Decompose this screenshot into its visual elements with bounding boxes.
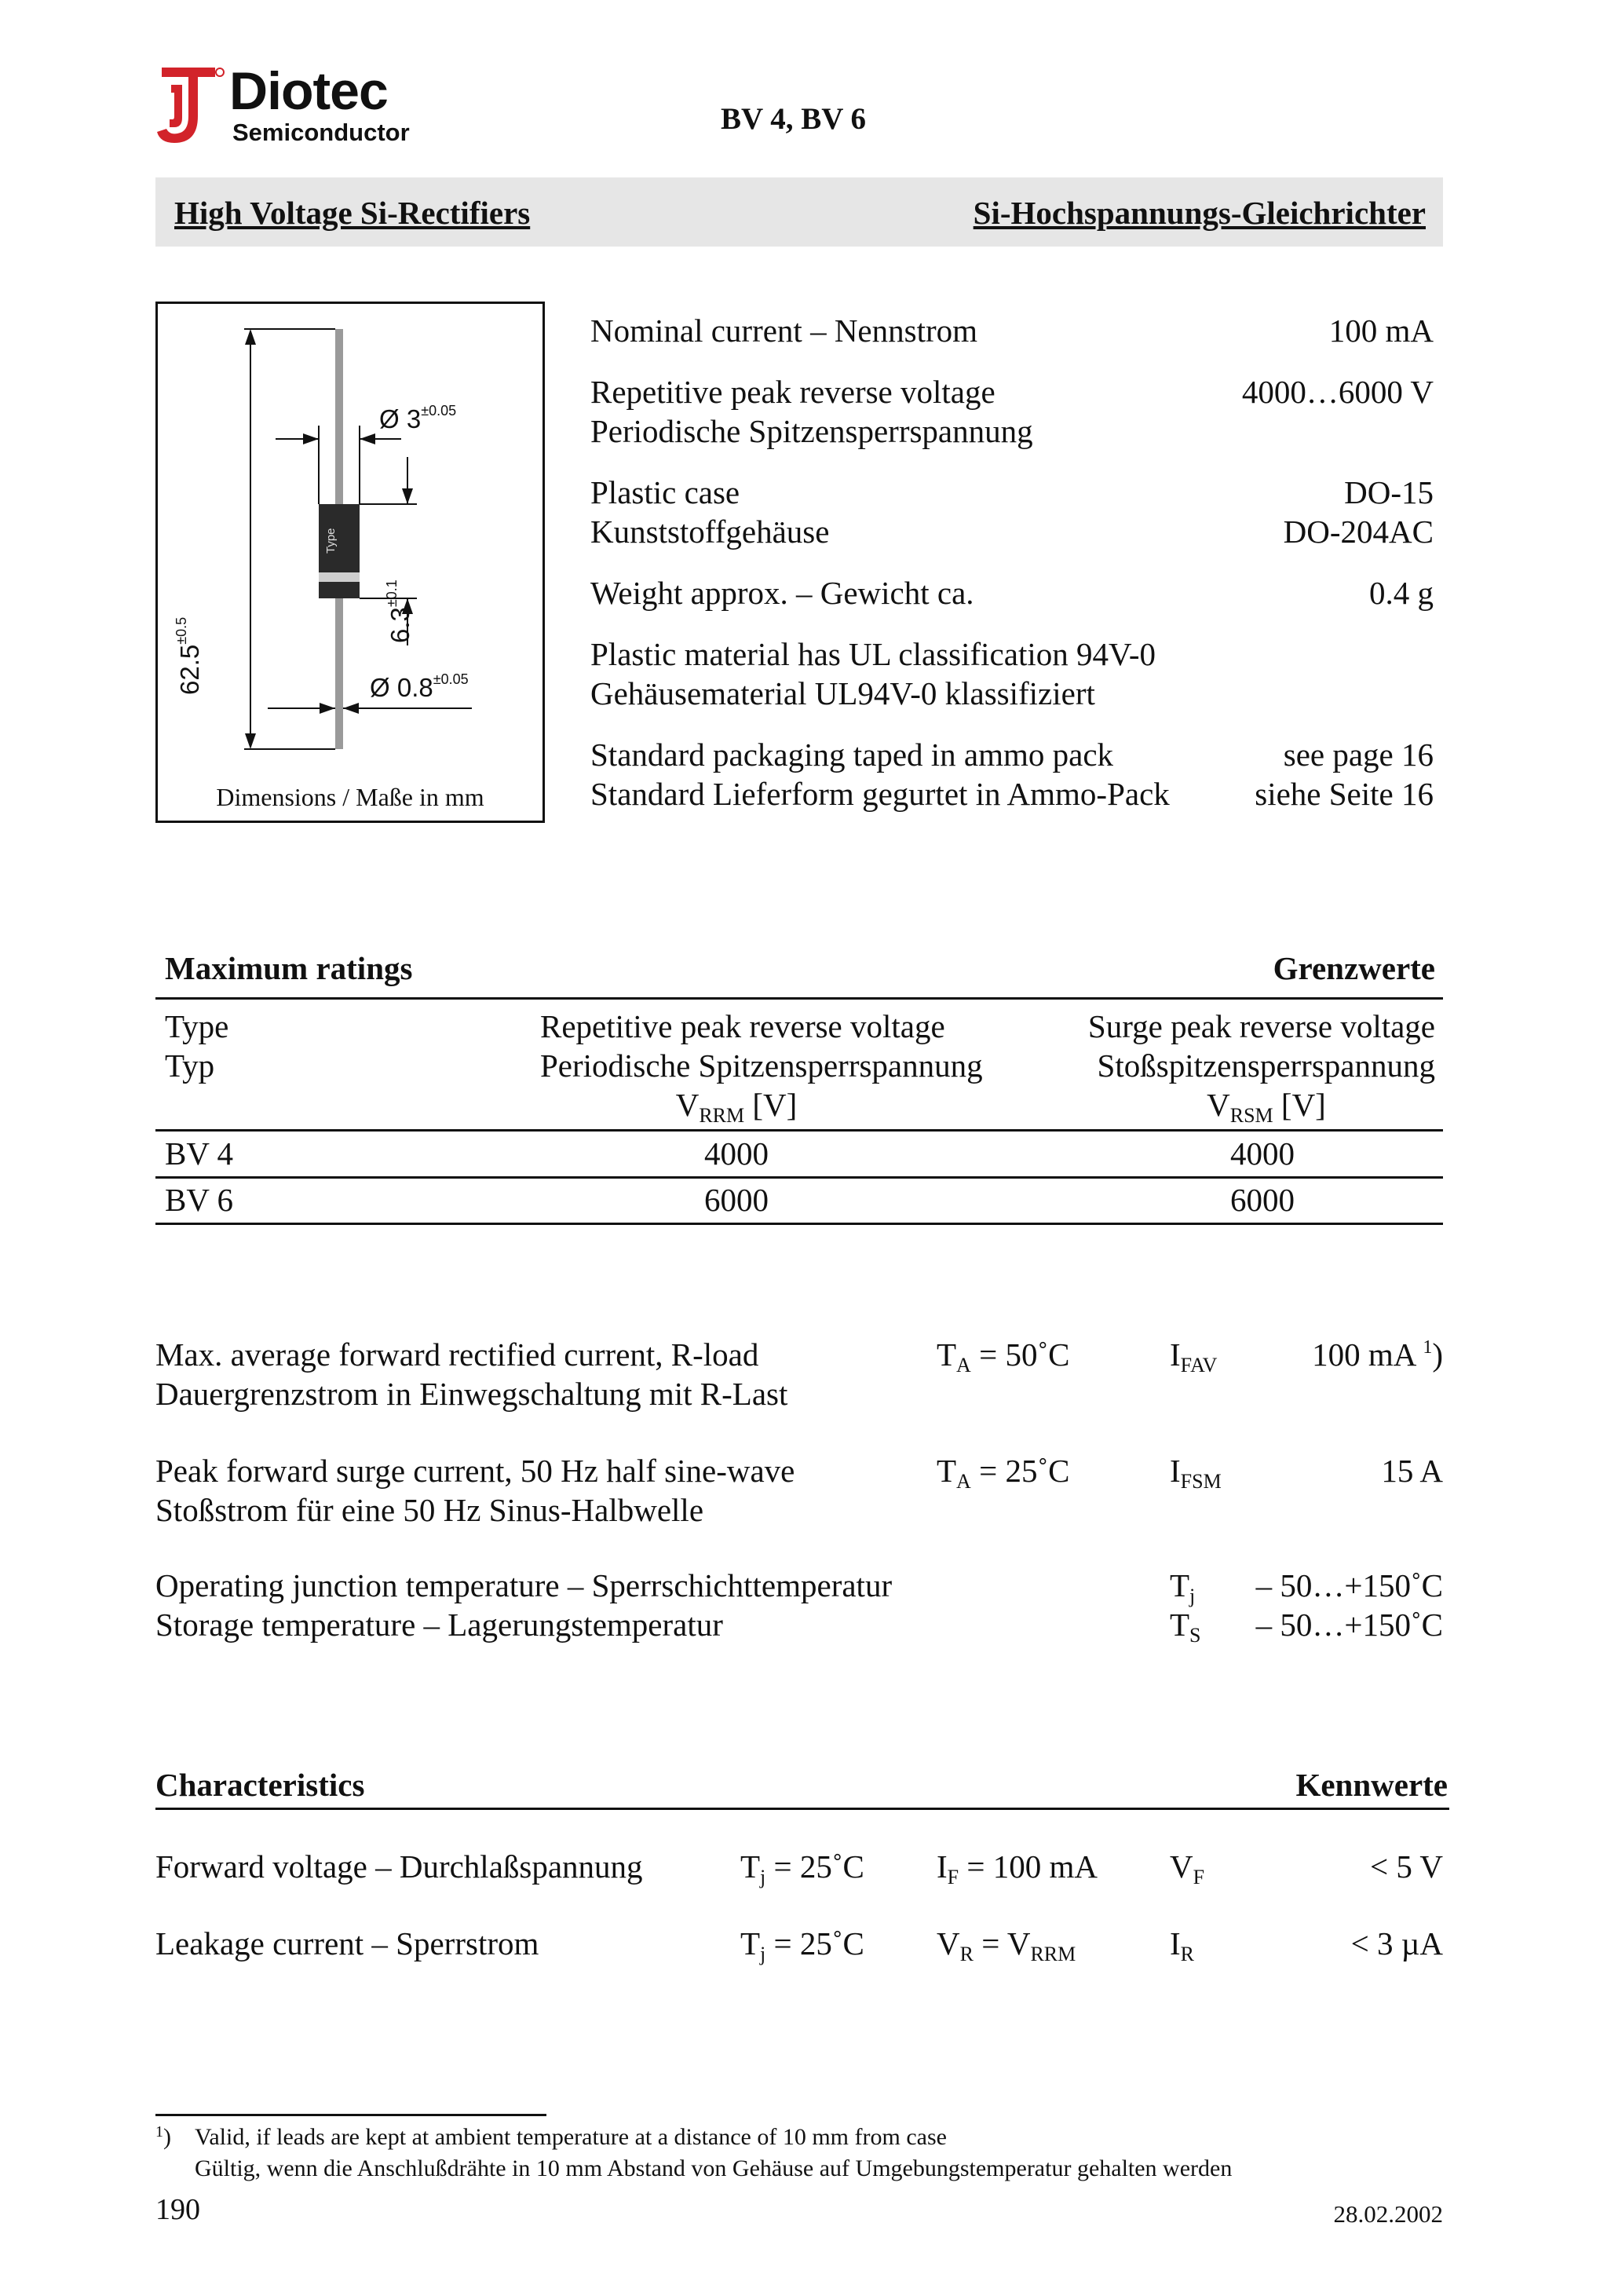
char-condition-2: $I_F = 100$ mA <box>937 1848 1098 1888</box>
characteristics-title-de: Kennwerte <box>1295 1767 1448 1803</box>
logo <box>154 61 437 149</box>
char-label: Forward voltage – Durchlaßspannung <box>155 1848 643 1885</box>
drawing-caption: Dimensions / Maße in mm <box>216 783 484 811</box>
footnote-rule <box>155 2114 546 2116</box>
temp-symbol-junction: $T_j$ <box>1170 1567 1196 1607</box>
banner-title-de: Si-Hochspannungs-Gleichrichter <box>973 195 1426 231</box>
spec-label: Weight approx. – Gewicht ca. <box>590 575 974 611</box>
spec-label: Nominal current – Nennstrom <box>590 313 978 349</box>
rating-forward-current <box>155 1335 1443 1421</box>
cell-vrsm: 6000 <box>1230 1182 1295 1218</box>
rating-label-de: Stoßstrom für eine 50 Hz Sinus-Halbwelle <box>155 1492 704 1528</box>
char-label: Leakage current – Sperrstrom <box>155 1925 539 1961</box>
char-value: < 5 V <box>1370 1848 1443 1885</box>
spec-label-de: Standard Lieferform gegurtet in Ammo-Pack <box>590 776 1170 812</box>
spec-value-2: DO-204AC <box>1283 514 1434 550</box>
spec-label-de: Gehäusematerial UL94V-0 klassifiziert <box>590 675 1095 711</box>
footnote-text-en: Valid, if leads are kept at ambient temperature at a distance of 10 mm from case <box>195 2124 947 2150</box>
temp-label-junction: Operating junction temperature – Sperrschichttemperatur <box>155 1567 893 1603</box>
temp-label-storage: Storage temperature – Lagerungstemperatur <box>155 1607 723 1643</box>
temp-value-storage: – 50…+150˚C <box>1255 1607 1443 1643</box>
rating-condition: $T_A$ = 50˚C <box>937 1336 1070 1377</box>
table-rule-bottom <box>155 1223 1443 1225</box>
col-type-header: Type Typ <box>165 1008 229 1084</box>
col-vrsm-header: Surge peak reverse voltage Stoßspitzensperrspannung $V_{RSM}$ [V] <box>1087 1008 1435 1127</box>
char-row-leakage-current <box>155 1924 1443 1971</box>
rating-condition: $T_A$ = 25˚C <box>937 1453 1070 1493</box>
rating-surge-current <box>155 1451 1443 1537</box>
characteristics-rule <box>155 1808 1449 1810</box>
rating-label: Peak forward surge current, 50 Hz half sine-wave <box>155 1453 795 1489</box>
body-type-label: Type <box>324 528 338 554</box>
temp-symbol-storage: $T_S$ <box>1170 1607 1201 1647</box>
footnote <box>155 2120 1443 2191</box>
rating-label-de: Dauergrenzstrom in Einwegschaltung mit R-Last <box>155 1376 788 1412</box>
spec-value: 0.4 g <box>1369 575 1434 611</box>
cell-vrsm: 4000 <box>1230 1135 1295 1172</box>
max-ratings-title: Maximum ratings <box>165 950 413 986</box>
spec-label-de: Kunststoffgehäuse <box>590 514 830 550</box>
rating-symbol: $I_{FAV}$ <box>1170 1336 1218 1377</box>
table-rule-top <box>155 997 1443 1000</box>
max-ratings-table <box>155 949 1443 1223</box>
spec-list <box>590 311 1434 829</box>
char-value: < 3 µA <box>1350 1925 1443 1961</box>
footnote-mark: $^1$) <box>155 2123 171 2150</box>
max-ratings-title-de: Grenzwerte <box>1273 950 1435 986</box>
char-symbol: $I_R$ <box>1170 1925 1194 1965</box>
diotec-logo-icon <box>154 61 226 149</box>
characteristics-section <box>155 1765 1449 1969</box>
spec-label-de: Periodische Spitzensperrspannung <box>590 413 1033 449</box>
char-condition-2: $V_R = V_{RRM}$ <box>937 1925 1076 1965</box>
table-rule-header <box>155 1129 1443 1132</box>
spec-value: DO-15 <box>1344 474 1434 510</box>
banner-title-en: High Voltage Si-Rectifiers <box>174 195 531 231</box>
dim-lead-diameter: Ø $0.8^{\pm 0.05}$ <box>370 671 469 702</box>
package-drawing <box>155 302 545 823</box>
footnote-ref: 1 <box>1423 1337 1433 1358</box>
page-title: BV 4, BV 6 <box>721 102 866 136</box>
dim-body-length: $6.3^{\pm 0.1}$ <box>384 579 415 643</box>
rating-value: 15 A <box>1381 1453 1443 1489</box>
spec-label: Standard packaging taped in ammo pack <box>590 737 1114 773</box>
title-banner <box>155 177 1443 247</box>
rating-label: Max. average forward rectified current, R-load <box>155 1336 759 1373</box>
spec-label: Plastic case <box>590 474 740 510</box>
rating-temperatures <box>155 1566 1443 1652</box>
spec-value: 4000…6000 V <box>1241 374 1434 410</box>
footnote-text-de: Gültig, wenn die Anschlußdrähte in 10 mm Abstand von Gehäuse auf Umgebungstemperatur gehalten werden <box>195 2155 1233 2181</box>
table-row <box>155 1132 1443 1176</box>
page-number: 190 <box>155 2193 200 2226</box>
dim-total-length: $62.5^{\pm 0.5}$ <box>174 616 204 695</box>
cell-vrrm: 6000 <box>704 1182 769 1218</box>
rating-symbol: $I_{FSM}$ <box>1170 1453 1222 1493</box>
char-condition-1: $T_j$ = 25˚C <box>740 1925 864 1965</box>
diode-outline-drawing <box>158 304 542 775</box>
spec-value: 100 mA <box>1328 313 1434 349</box>
document-date: 28.02.2002 <box>1333 2200 1443 2228</box>
temp-value-junction: – 50…+150˚C <box>1255 1567 1443 1603</box>
cell-vrrm: 4000 <box>704 1135 769 1172</box>
spec-label: Repetitive peak reverse voltage <box>590 374 995 410</box>
spec-label: Plastic material has UL classification 94V-0 <box>590 636 1156 672</box>
char-condition-1: $T_j$ = 25˚C <box>740 1848 864 1888</box>
col-vrrm-header: Repetitive peak reverse voltage Periodische Spitzensperrspannung $V_{RRM}$ [V] <box>540 1008 983 1127</box>
rating-value: 100 mA $^1$) <box>1312 1336 1443 1373</box>
spec-value-2: siehe Seite 16 <box>1255 776 1434 812</box>
characteristics-title: Characteristics <box>155 1767 365 1803</box>
cell-type: BV 6 <box>165 1182 233 1218</box>
char-row-forward-voltage <box>155 1847 1443 1894</box>
table-row <box>155 1179 1443 1223</box>
logo-brand: Diotec <box>229 61 388 121</box>
dim-body-diameter: Ø $3^{\pm 0.05}$ <box>379 403 457 433</box>
spec-value: see page 16 <box>1283 737 1434 773</box>
char-symbol: $V_F$ <box>1170 1848 1205 1888</box>
logo-subtitle: Semiconductor <box>232 119 410 146</box>
cell-type: BV 4 <box>165 1135 233 1172</box>
